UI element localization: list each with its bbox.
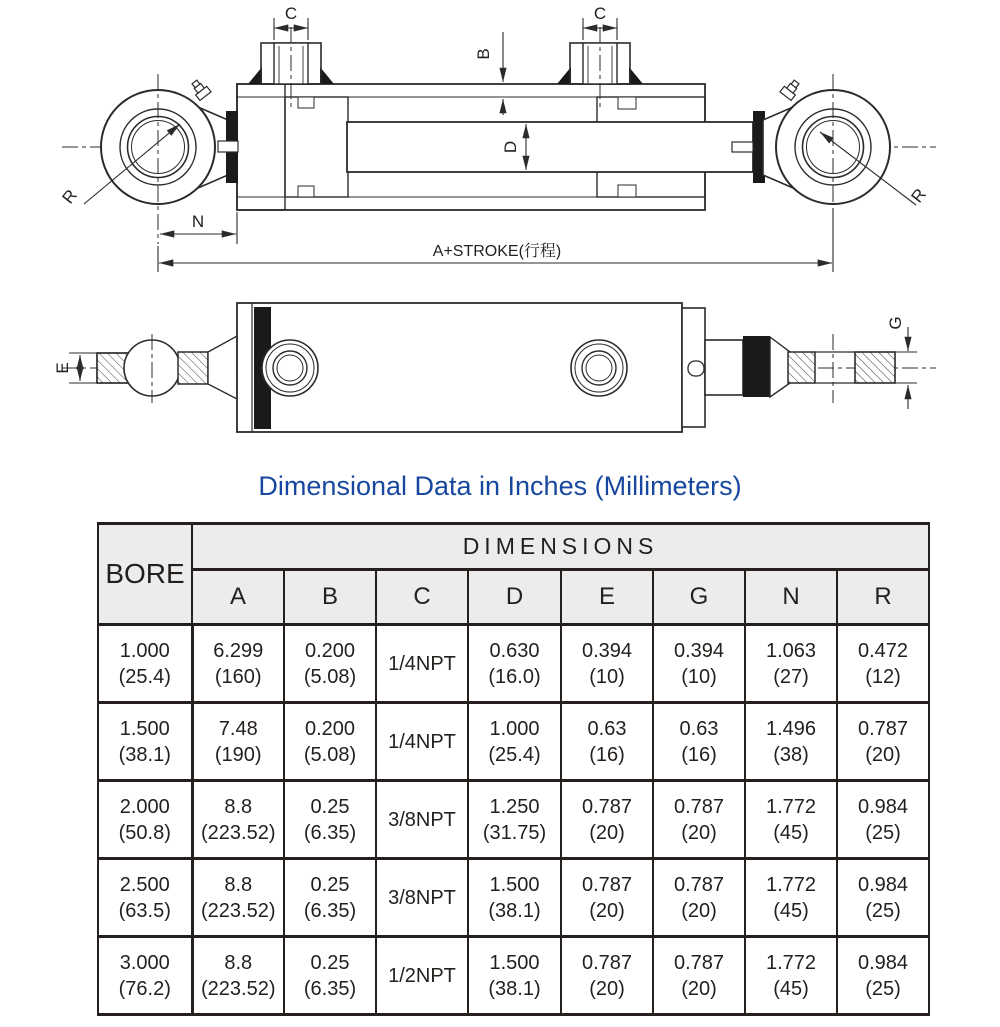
- port-hole-left: [262, 340, 318, 396]
- cell-r: [837, 781, 929, 859]
- cell-a: [192, 859, 284, 937]
- value-line: (16.0): [488, 665, 541, 688]
- cell-d: [468, 703, 561, 781]
- value-line: (223.52): [201, 977, 276, 1000]
- value-line: 0.630: [489, 639, 540, 662]
- dim-label-n: N: [191, 212, 205, 231]
- value-line: (25.4): [488, 743, 541, 766]
- value-line: (10): [589, 665, 625, 688]
- value-line: 0.200: [304, 639, 356, 662]
- value-line: (31.75): [482, 821, 547, 844]
- cell-c: [376, 703, 468, 781]
- value-line: (16): [681, 743, 717, 766]
- wiper-band: [743, 336, 770, 397]
- cell-r: [837, 703, 929, 781]
- value-line: (25.4): [118, 665, 171, 688]
- cell-n: [745, 625, 837, 703]
- value-line: (6.35): [303, 977, 357, 1000]
- cell-bore: [98, 781, 192, 859]
- value-line: (10): [681, 665, 717, 688]
- value-line: (190): [214, 743, 262, 766]
- table-row: [98, 703, 929, 781]
- value-line: 1.496: [765, 717, 817, 740]
- value-line: (5.08): [303, 743, 357, 766]
- value-line: (5.08): [303, 665, 357, 688]
- col-header-b: B: [284, 570, 376, 625]
- value-line: 0.787: [581, 951, 633, 974]
- cell-n: [745, 703, 837, 781]
- cell-r: [837, 859, 929, 937]
- value-line: 1.000: [119, 639, 170, 662]
- value-line: (25): [865, 977, 901, 1000]
- value-line: (63.5): [118, 899, 171, 922]
- grease-fitting-icon: [189, 78, 211, 101]
- bore-header: BORE: [98, 524, 192, 625]
- value-line: 2.000: [119, 795, 170, 818]
- value-line: (6.35): [303, 899, 357, 922]
- value-line: (50.8): [118, 821, 171, 844]
- value-line: 1/4NPT: [388, 652, 456, 675]
- value-line: 3/8NPT: [388, 886, 456, 909]
- value-line: 1.063: [765, 639, 817, 662]
- value-line: 0.25: [310, 795, 350, 818]
- cell-b: [284, 859, 376, 937]
- table-row: [98, 937, 929, 1015]
- value-line: 0.25: [310, 951, 350, 974]
- value-line: (20): [589, 899, 625, 922]
- value-line: 0.63: [679, 717, 719, 740]
- dim-label-r-right: R: [907, 184, 930, 207]
- cell-n: [745, 781, 837, 859]
- value-line: (223.52): [201, 899, 276, 922]
- dimensions-header: DIMENSIONS: [192, 524, 929, 570]
- col-header-r: R: [837, 570, 929, 625]
- table-row: [98, 781, 929, 859]
- value-line: 1.772: [765, 873, 817, 896]
- value-line: 3/8NPT: [388, 808, 456, 831]
- value-line: 1.500: [489, 873, 540, 896]
- value-line: (20): [681, 977, 717, 1000]
- dim-n: [160, 212, 237, 244]
- port-hole-right: [571, 340, 627, 396]
- col-header-g: G: [653, 570, 745, 625]
- cell-g: [653, 937, 745, 1015]
- value-line: 6.299: [213, 639, 264, 662]
- cell-d: [468, 781, 561, 859]
- cell-n: [745, 859, 837, 937]
- cell-e: [561, 625, 653, 703]
- cell-a: [192, 937, 284, 1015]
- value-line: 0.984: [858, 873, 909, 896]
- value-line: (38.1): [488, 977, 541, 1000]
- dim-label-c-right: C: [593, 4, 607, 23]
- value-line: (45): [773, 977, 809, 1000]
- value-line: 0.63: [587, 717, 627, 740]
- cell-e: [561, 937, 653, 1015]
- dim-label-e: E: [53, 362, 72, 374]
- cylinder-outer-body: [237, 303, 705, 432]
- grease-fitting-icon: [780, 78, 802, 101]
- table-row: [98, 625, 929, 703]
- cell-g: [653, 703, 745, 781]
- header-row-2: [98, 570, 929, 625]
- cell-r: [837, 937, 929, 1015]
- value-line: (38.1): [488, 899, 541, 922]
- table-row: [98, 859, 929, 937]
- cell-c: [376, 937, 468, 1015]
- cell-b: [284, 781, 376, 859]
- value-line: 1.772: [765, 795, 817, 818]
- value-line: 0.25: [310, 873, 350, 896]
- cell-bore: [98, 625, 192, 703]
- value-line: (223.52): [201, 821, 276, 844]
- cell-bore: [98, 703, 192, 781]
- value-line: (45): [773, 899, 809, 922]
- cell-c: [376, 859, 468, 937]
- value-line: 1/2NPT: [388, 964, 456, 987]
- value-line: (20): [681, 821, 717, 844]
- value-line: (38.1): [118, 743, 171, 766]
- cell-r: [837, 625, 929, 703]
- col-header-d: D: [468, 570, 561, 625]
- dim-a-stroke: [158, 208, 833, 272]
- value-line: 1.000: [489, 717, 540, 740]
- cell-bore: [98, 937, 192, 1015]
- value-line: (6.35): [303, 821, 357, 844]
- cell-e: [561, 859, 653, 937]
- col-header-n: N: [745, 570, 837, 625]
- value-line: 1.500: [119, 717, 170, 740]
- right-rod-eye: [763, 74, 890, 206]
- cell-n: [745, 937, 837, 1015]
- value-line: 7.48: [218, 717, 258, 740]
- value-line: 8.8: [224, 951, 253, 974]
- value-line: 0.200: [304, 717, 356, 740]
- value-line: 0.787: [581, 873, 633, 896]
- value-line: 1.772: [765, 951, 817, 974]
- value-line: (25): [865, 821, 901, 844]
- header-row-1: [98, 524, 929, 570]
- dim-label-a-stroke: A+STROKE(行程): [432, 243, 562, 260]
- cell-a: [192, 625, 284, 703]
- col-header-a: A: [192, 570, 284, 625]
- value-line: 1/4NPT: [388, 730, 456, 753]
- cylinder-section-drawing: [0, 0, 1000, 292]
- dim-label-b: B: [474, 48, 493, 60]
- value-line: 0.472: [858, 639, 909, 662]
- left-rod-eye: [101, 74, 238, 244]
- value-line: 3.000: [119, 951, 170, 974]
- cell-d: [468, 859, 561, 937]
- cell-a: [192, 781, 284, 859]
- col-header-c: C: [376, 570, 468, 625]
- cylinder-top-view-drawing: [0, 293, 1000, 471]
- value-line: 2.500: [119, 873, 170, 896]
- value-line: (20): [589, 977, 625, 1000]
- value-line: (45): [773, 821, 809, 844]
- value-line: 0.787: [858, 717, 909, 740]
- cell-d: [468, 625, 561, 703]
- cell-b: [284, 703, 376, 781]
- value-line: (76.2): [118, 977, 171, 1000]
- rod-pin: [732, 142, 753, 152]
- dimensions-table: [97, 522, 930, 1016]
- cell-e: [561, 781, 653, 859]
- value-line: (160): [214, 665, 262, 688]
- value-line: (20): [589, 821, 625, 844]
- cell-a: [192, 703, 284, 781]
- value-line: 1.500: [489, 951, 540, 974]
- value-line: (38): [773, 743, 809, 766]
- value-line: 0.984: [858, 795, 909, 818]
- cap-pin: [218, 141, 238, 152]
- value-line: 8.8: [224, 795, 253, 818]
- value-line: (12): [865, 665, 901, 688]
- cell-g: [653, 781, 745, 859]
- dim-label-g: G: [886, 316, 905, 330]
- right-rod-end: [705, 334, 917, 403]
- cell-b: [284, 625, 376, 703]
- page-title: Dimensional Data in Inches (Millimeters): [258, 471, 742, 501]
- value-line: 0.787: [673, 795, 725, 818]
- cell-c: [376, 625, 468, 703]
- value-line: (20): [681, 899, 717, 922]
- cell-e: [561, 703, 653, 781]
- value-line: (25): [865, 899, 901, 922]
- cell-bore: [98, 859, 192, 937]
- piston-rod: [347, 122, 753, 172]
- value-line: (20): [865, 743, 901, 766]
- cell-d: [468, 937, 561, 1015]
- value-line: 0.787: [673, 873, 725, 896]
- value-line: 0.787: [581, 795, 633, 818]
- cell-b: [284, 937, 376, 1015]
- col-header-e: E: [561, 570, 653, 625]
- value-line: 0.394: [581, 639, 633, 662]
- value-line: 1.250: [489, 795, 540, 818]
- value-line: 0.394: [673, 639, 725, 662]
- dim-label-c-left: C: [284, 4, 298, 23]
- cell-c: [376, 781, 468, 859]
- dim-label-r-left: R: [58, 185, 81, 208]
- value-line: 8.8: [224, 873, 253, 896]
- cap-pin: [688, 361, 704, 376]
- cell-g: [653, 859, 745, 937]
- dim-label-d: D: [501, 140, 520, 154]
- value-line: 0.787: [673, 951, 725, 974]
- value-line: (27): [773, 665, 809, 688]
- cell-g: [653, 625, 745, 703]
- value-line: (16): [589, 743, 625, 766]
- value-line: 0.984: [858, 951, 909, 974]
